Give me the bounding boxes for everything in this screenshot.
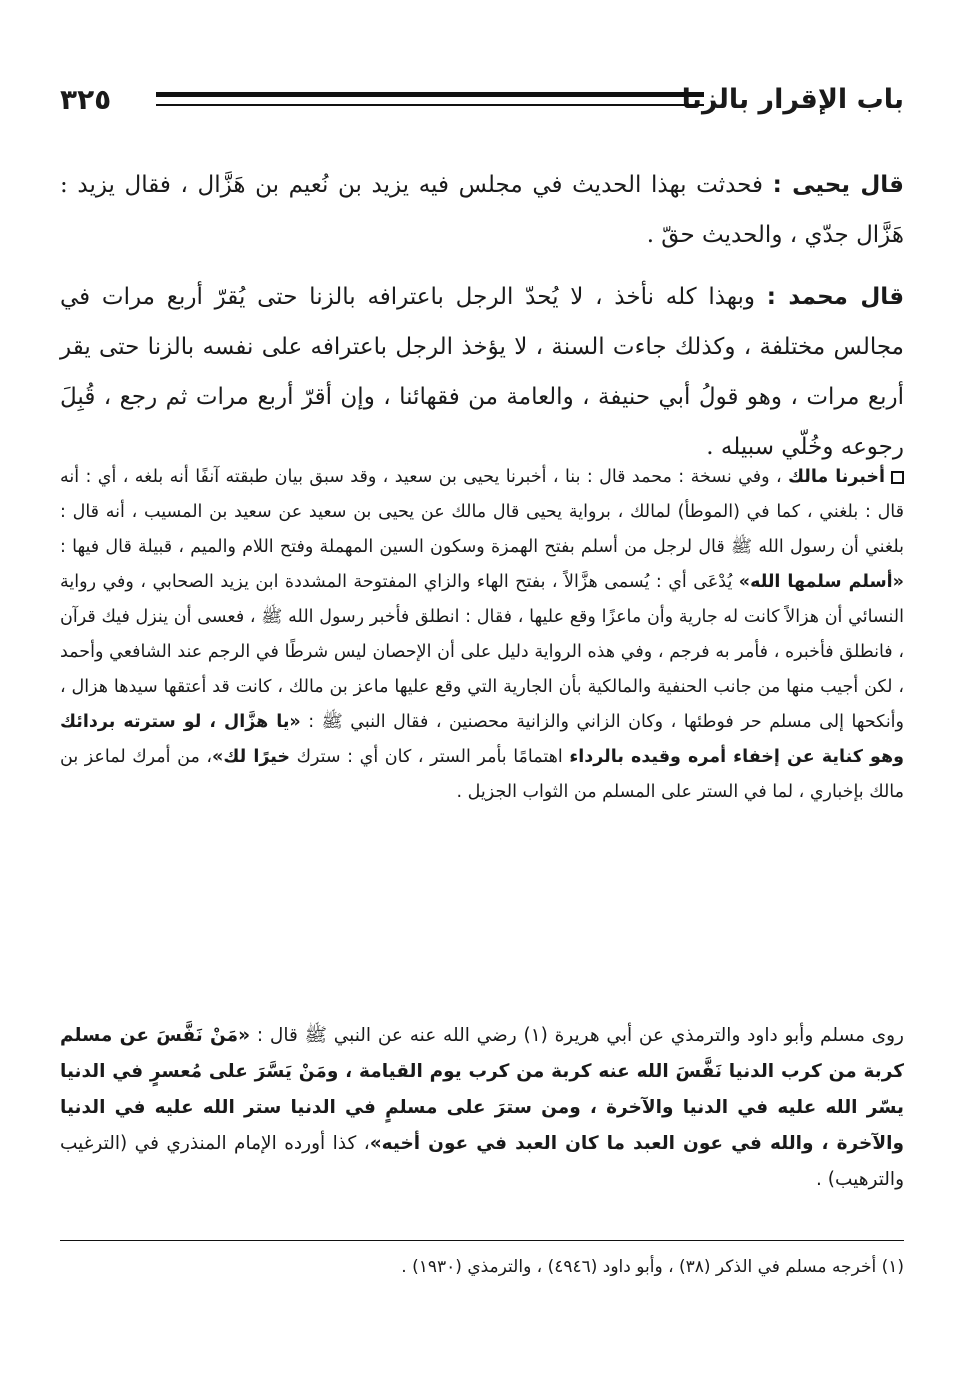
speaker-yahya: قال يحيى : — [772, 172, 904, 198]
speaker-muhammad: قال محمد : — [766, 284, 905, 310]
main-paragraph-muhammad — [60, 272, 904, 472]
commentary-text: اهتمامًا بأمر الستر ، كان أي : سترك — [296, 747, 563, 767]
commentary-quote: خيرًا لك» — [212, 747, 290, 767]
main-text — [60, 160, 904, 484]
square-marker-icon — [891, 471, 904, 484]
page-header — [60, 80, 904, 130]
header-rule — [156, 92, 704, 106]
main-paragraph-text: فحدثت بهذا الحديث في مجلس فيه يزيد بن نُعيم بن هَزَّال ، فقال يزيد : هَزَّال جدّي ، والحديث حقّ . — [60, 172, 904, 248]
hadith-intro: روى مسلم وأبو داود والترمذي عن أبي هريرة (١) رضي الله عنه عن النبي ﷺ قال : — [256, 1025, 904, 1046]
page-number: ٣٢٥ — [60, 83, 112, 116]
hadith-quote: «مَنْ نَفَّسَ عن مسلم كربة من كرب الدنيا نَفَّسَ الله عنه كربة من كرب يوم القيامة ، ومَنْ يَسَّرَ على مُعسرٍ في الدنيا يسّر الله عليه في الدنيا والآخرة ، ومن سترَ على مسلمٍ في الدنيا ستر الله عليه في الدنيا والآخرة ، والله في عون العبد ما كان العبد في عون أخيه» — [60, 1025, 904, 1154]
chapter-title: باب الإقرار بالزنا — [681, 84, 904, 115]
hadith-paragraph — [60, 1018, 904, 1198]
commentary-text: ، وفي نسخة : محمد قال : بنا ، أخبرنا يحيى بن سعيد ، وقد سبق بيان طبقته آنفًا أنه بلغه ، أي : أنه قال : بلغني ، كما في (الموطأ) لمالك ، برواية يحيى قال مالك عن يحيى بن سعيد عن سعيد بن المسيب ، أنه قال : بلغني أن رسول الله ﷺ قال لرجل من أسلم بفتح الهمزة وسكون السين المهملة وفتح اللام والميم ، قبيلة قال فيها : — [60, 467, 904, 557]
commentary-lead: أخبرنا مالك — [788, 467, 885, 487]
commentary-quote: «أسلم سلمها الله» — [738, 572, 904, 592]
hadith-block — [60, 1018, 904, 1198]
main-paragraph-yahya — [60, 160, 904, 260]
commentary-quote: «يا هزَّال ، لو سترته بردائك وهو كناية عن إخفاء أمره وقيده بالرداء — [60, 712, 904, 767]
footnote: (١) أخرجه مسلم في الذكر (٣٨) ، وأبو داود (٤٩٤٦) ، والترمذي (١٩٣٠) . — [401, 1257, 904, 1277]
main-paragraph-text: وبهذا كله نأخذ ، لا يُحدّ الرجل باعترافه بالزنا حتى يُقرّ أربع مرات في مجالس مختلفة ، وكذلك جاءت السنة ، لا يؤخذ الرجل باعترافه على نفسه بالزنا حتى يقر أربع مرات ، وهو قولُ أبي حنيفة ، والعامة من فقهائنا ، وإن أقرّ أربع مرات ثم رجع ، قُبِلَ رجوعه وخُلّي سبيله . — [60, 284, 904, 460]
commentary-text: ، من أمرك لماعز بن مالك بإخباري ، لما في الستر على المسلم من الثواب الجزيل . — [60, 747, 904, 802]
commentary-block — [60, 460, 904, 810]
commentary-text: يُدْعَى أي : يُسمى هزَّالاً ، بفتح الهاء والزاي المفتوحة المشددة ابن يزيد الصحابي ، وفي رواية النسائي أن هزالاً كانت له جارية وأن ماعزًا وقع عليها ، فقال : انطلق فأخبر رسول الله ﷺ ، فعسى أن ينزل فيك قرآن ، فانطلق فأخبره ، فأمر به فرجم ، وفي هذه الرواية دليل على أن الإحصان ليس شرطًا في الرجم عند الشافعي وأحمد ، لكن أجيب منها من جانب الحنفية والمالكية بأن الجارية التي وقع عليها ماعز بن مالك ، كانت قد أعتقها سيدها هزال ، وأنكحها إلى مسلم حر فوطئها ، وكان الزاني والزانية محصنين ، فقال النبي ﷺ : — [60, 572, 904, 732]
commentary-paragraph — [60, 460, 904, 810]
hadith-outro: ، كذا أورده الإمام المنذري في (الترغيب والترهيب) . — [60, 1133, 904, 1190]
footnote-divider — [60, 1240, 904, 1241]
